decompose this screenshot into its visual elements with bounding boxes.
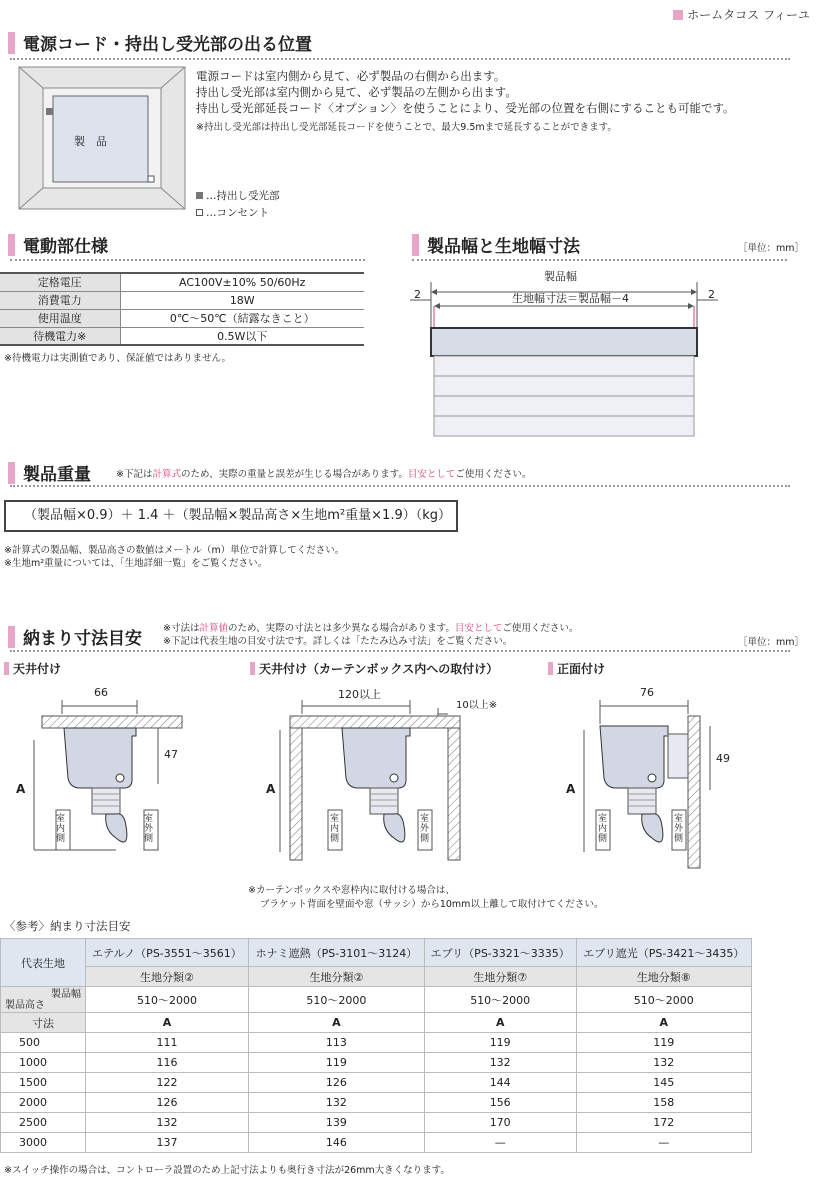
weight-note: ※下記は計算式のため、実際の重量と誤差が生じる場合があります。目安としてご使用ください。 — [116, 469, 532, 480]
table-row: 寸法 A A A A — [1, 1013, 752, 1033]
dim-10: 10以上※ — [456, 700, 498, 711]
inside-label: 室内側 — [598, 814, 608, 844]
outside-label: 室外側 — [144, 814, 154, 844]
unit-label: ［単位：mm］ — [738, 243, 805, 254]
table-row: 使用温度 0℃～50℃（結露なきこと） — [0, 309, 364, 327]
product-label: 製 品 — [74, 135, 107, 148]
table-row: 代表生地 エテルノ（PS-3551～3561） ホナミ遮熱（PS-3101～3124） エブリ（PS-3321～3335） エブリ遮光（PS-3421～3435） — [1, 939, 752, 967]
dim-120: 120以上 — [338, 688, 381, 701]
section-clearance-title: 納まり寸法目安 — [8, 624, 142, 649]
line-2: 持出し受光部は室内側から見て、必ず製品の左側から出ます。 — [196, 85, 517, 99]
title-bar-icon — [8, 462, 15, 484]
section-width-title: 製品幅と生地幅寸法 — [412, 232, 580, 257]
diagram-title-ceiling: 天井付け — [4, 660, 61, 677]
power-cord-text — [196, 68, 735, 136]
ref-table-title: 〈参考〉納まり寸法目安 — [4, 919, 131, 933]
table-row: 消費電力 18W — [0, 291, 364, 309]
ceiling-mount-diagram — [20, 680, 195, 860]
weight-notes: ※計算式の製品幅、製品高さの数値はメートル（m）単位で計算してください。 ※生地m²重量については、「生地詳細一覧」をご覧ください。 — [4, 545, 345, 569]
outside-label: 室外側 — [674, 814, 684, 844]
fabric-width-label: 生地幅寸法＝製品幅－4 — [512, 292, 629, 305]
table-row: 3000 137 146 — — — [1, 1133, 752, 1153]
left-gap-label: 2 — [414, 288, 421, 301]
table-row: 定格電圧 AC100V±10% 50/60Hz — [0, 273, 364, 291]
dim-47: 47 — [164, 748, 178, 761]
title-bar-icon — [4, 662, 9, 675]
table-row: 2000 126 132 156 158 — [1, 1093, 752, 1113]
section-divider — [10, 485, 790, 487]
section-divider — [10, 259, 365, 261]
table-row: 1000 116 119 132 132 — [1, 1053, 752, 1073]
section-divider — [10, 650, 790, 652]
motor-spec-table — [0, 272, 364, 346]
table-row: 製品幅 製品高さ 510～2000 510～2000 510～2000 510～2000 — [1, 987, 752, 1013]
unit-label: ［単位：mm］ — [738, 637, 805, 648]
extension-note: ※持出し受光部は持出し受光部延長コードを使うことで、最大9.5mまで延長することができます。 — [196, 122, 617, 133]
outlet-legend-icon — [196, 209, 203, 216]
width-height-cell: 製品幅 製品高さ — [1, 987, 86, 1013]
section-power-cord-title: 電源コード・持出し受光部の出る位置 — [8, 30, 312, 55]
diagram-title-box: 天井付け（カーテンボックス内への取付け） — [250, 660, 498, 677]
weight-formula: （製品幅×0.9）＋ 1.4 ＋（製品幅×製品高さ×生地m²重量×1.9）（kg） — [4, 500, 458, 532]
label-a: A — [266, 782, 276, 796]
title-bar-icon — [250, 662, 255, 675]
install-note: ※カーテンボックスや窓枠内に取付ける場合は、 ブラケット背面を壁面や窓（サッシ）から10mm以上離して取付けてください。 — [248, 885, 604, 910]
clearance-notes: ※寸法は計算値のため、実際の寸法とは多少異なる場合があります。目安としてご使用ください。 ※下記は代表生地の目安寸法です。詳しくは「たたみ込み寸法」をご覧ください。 — [163, 623, 579, 647]
table-row: 生地分類② 生地分類② 生地分類⑦ 生地分類⑧ — [1, 967, 752, 987]
receiver-icon — [46, 108, 53, 115]
product-width-label: 製品幅 — [544, 270, 577, 283]
section-motor-spec-title: 電動部仕様 — [8, 232, 108, 257]
dim-76: 76 — [640, 686, 654, 699]
table-row: 2500 132 139 170 172 — [1, 1113, 752, 1133]
label-a: A — [566, 782, 576, 796]
title-bar-icon — [8, 626, 15, 648]
label-a: A — [16, 782, 26, 796]
title-bar-icon — [8, 32, 15, 54]
legend: …持出し受光部 …コンセント — [196, 188, 280, 222]
outlet-icon — [148, 176, 154, 182]
width-diagram — [400, 262, 720, 442]
table-row: 500 111 113 119 119 — [1, 1033, 752, 1053]
right-gap-label: 2 — [708, 288, 715, 301]
table-row: 1500 122 126 144 145 — [1, 1073, 752, 1093]
brand-square-icon — [673, 10, 683, 20]
ref-table — [0, 938, 752, 1153]
table-row: 待機電力※ 0.5W以下 — [0, 327, 364, 345]
brand-label: ホームタコス フィーユ — [673, 6, 810, 23]
title-bar-icon — [548, 662, 553, 675]
dim-49: 49 — [716, 752, 730, 765]
section-divider — [412, 259, 787, 261]
face-mount-diagram — [570, 680, 720, 870]
line-1: 電源コードは室内側から見て、必ず製品の右側から出ます。 — [196, 69, 506, 83]
section-weight-title: 製品重量 — [8, 460, 91, 485]
receiver-legend-icon — [196, 192, 203, 199]
outside-label: 室外側 — [420, 814, 430, 844]
standby-note: ※待機電力は実測値であり、保証値ではありません。 — [4, 353, 232, 364]
section-divider — [10, 58, 790, 60]
inside-label: 室内側 — [330, 814, 340, 844]
ref-footnote: ※スイッチ操作の場合は、コントローラ設置のため上記寸法よりも奥行き寸法が26mm大きくなります。 — [4, 1165, 450, 1176]
dim-66: 66 — [94, 686, 108, 699]
diagram-title-face: 正面付け — [548, 660, 605, 677]
title-bar-icon — [412, 234, 419, 256]
line-3: 持出し受光部延長コード〈オプション〉を使うことにより、受光部の位置を右側にすることも可能です。 — [196, 101, 735, 115]
inside-label: 室内側 — [56, 814, 66, 844]
title-bar-icon — [8, 234, 15, 256]
